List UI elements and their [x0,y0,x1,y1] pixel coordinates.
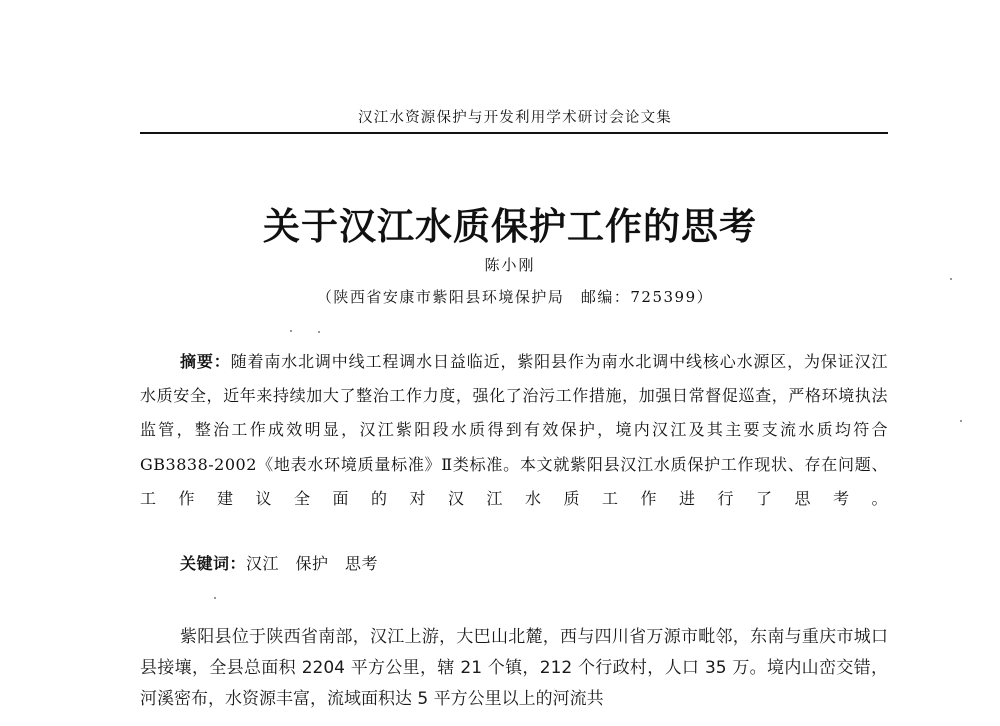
scan-speck [318,331,320,333]
abstract-paragraph [140,345,888,516]
header-rule [140,132,888,134]
scan-speck [290,330,292,332]
scan-speck [214,597,216,599]
body-paragraph: 紫阳县位于陕西省南部，汉江上游，大巴山北麓，西与四川省万源市毗邻，东南与重庆市城口县接壤，全县总面积 2204 平方公里，辖 21 个镇，212 个行政村，人口 35 万。境内山峦交错，河溪密布，水资源丰富，流域面积达 5 平方公里以上的河流共 [140,627,888,709]
keywords-label: 关键词： [180,554,247,573]
keywords-line [180,552,378,576]
scan-speck [950,278,952,280]
abstract-text: 随着南水北调中线工程调水日益临近，紫阳县作为南水北调中线核心水源区，为保证汉江水质安全，近年来持续加大了整治工作力度，强化了治污工作措施，加强日常督促巡查，严格环境执法监管，整治工作成效明显，汉江紫阳段水质得到有效保护，境内汉江及其主要支流水质均符合GB3838-2002《地表水环境质量标准》Ⅱ类标准。本文就紫阳县汉江水质保护工作现状、存在问题、工作建议全面的对汉江水质工作进行了思考。 [140,352,888,508]
author-affiliation: （陕西省安康市紫阳县环境保护局 邮编：725399） [316,288,714,306]
keywords-text: 汉江 保护 思考 [246,554,379,573]
running-header: 汉江水资源保护与开发利用学术研讨会论文集 [358,110,672,126]
paper-title: 关于汉江水质保护工作的思考 [263,204,757,248]
author-name: 陈小刚 [484,256,536,274]
scan-speck [960,420,962,422]
abstract-label: 摘要： [180,352,231,371]
